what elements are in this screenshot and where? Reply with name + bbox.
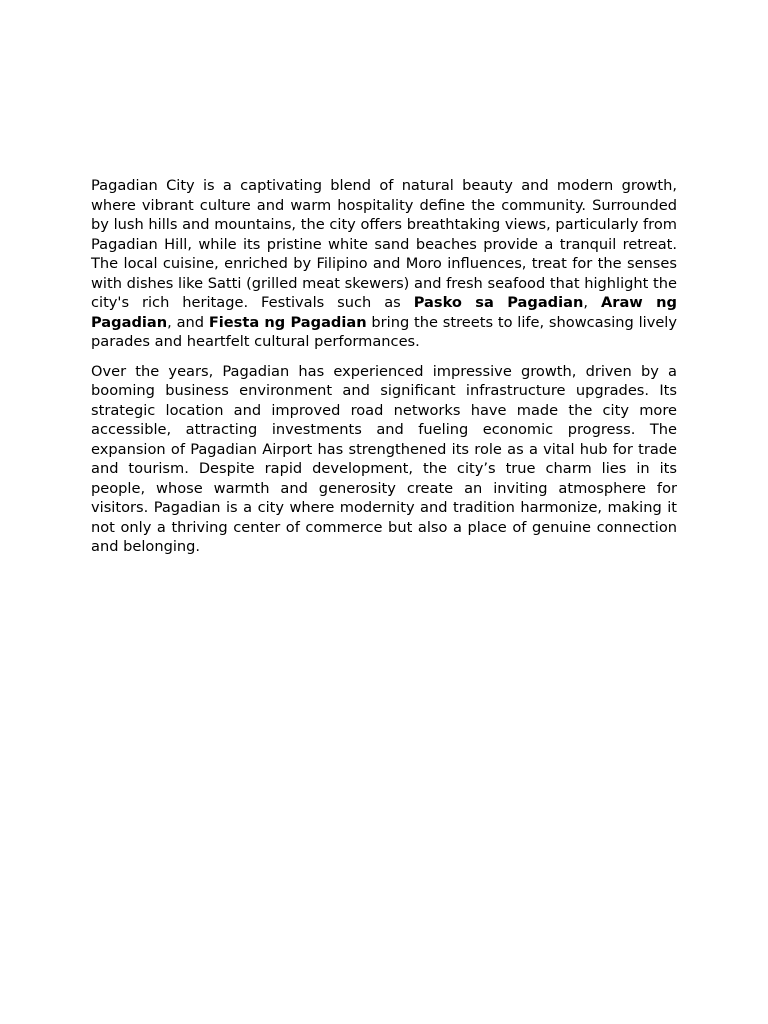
separator-1: ,	[583, 294, 601, 311]
separator-2: , and	[167, 313, 209, 331]
paragraph-1-text-start: Pagadian City is a captivating blend of natural beauty and modern growth, where vibrant culture and warm hospitality define the community. Surrounded by lush hills and mountains, the city offers breathtaking views, particularly from Pagadian Hill, while its pristine white sand beaches provide a tranquil retreat. The local cuisine, enriched by Filipino and Moro influences, treat for the senses with dishes like Satti (grilled meat skewers) and fresh seafood that highlight the city's rich heritage. Festivals such as	[91, 177, 677, 311]
festival-fiesta-ng-pagadian: Fiesta ng Pagadian	[208, 313, 367, 331]
document-body	[91, 176, 677, 567]
festival-araw-ng-pagadian: Araw ng Pagadian	[91, 294, 677, 331]
paragraph-1	[91, 176, 677, 352]
paragraph-2: Over the years, Pagadian has experienced impressive growth, driven by a booming business environment and significant infrastructure upgrades. Its strategic location and improved road networks have made the city more accessible, attracting investments and fueling economic progress. The expansion of Pagadian Airport has strengthened its role as a vital hub for trade and tourism. Despite rapid development, the city’s true charm lies in its people, whose warmth and generosity create an inviting atmosphere for visitors. Pagadian is a city where modernity and tradition harmonize, making it not only a thriving center of commerce but also a place of genuine connection and belonging.	[91, 362, 677, 555]
festival-pasko-sa-pagadian: Pasko sa Pagadian	[413, 294, 584, 311]
paragraph-1-text-end: bring the streets to life, showcasing lively parades and heartfelt cultural performances.	[91, 313, 677, 350]
